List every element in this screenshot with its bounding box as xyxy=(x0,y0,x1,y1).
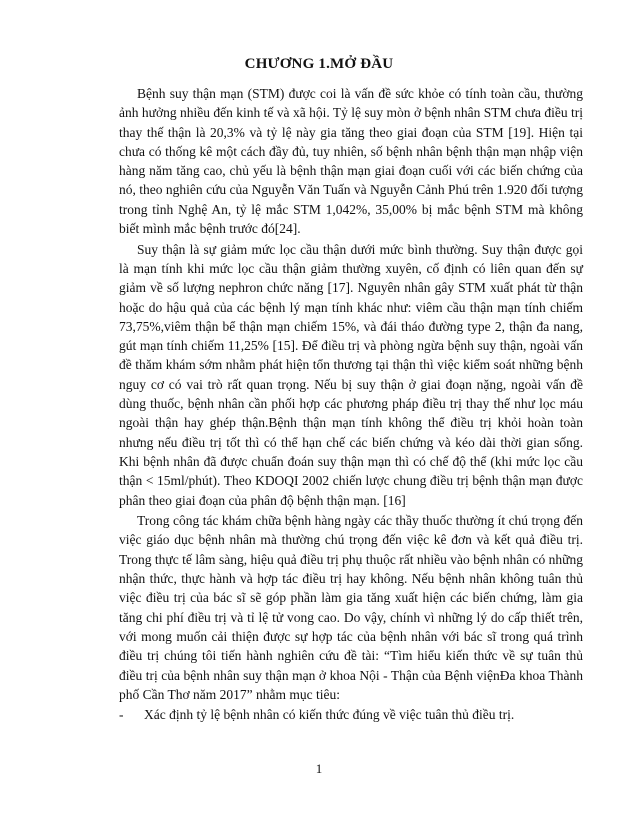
page-number: 1 xyxy=(315,761,323,776)
paragraph-2: Suy thận là sự giảm mức lọc cầu thận dưới mức bình thường. Suy thận được gọi là mạn tính khi mức lọc cầu thận giảm thường xuyên, cố định có liên quan đến sự giảm về số lượng nephron chức năng [17]. Nguyên nhân gây STM xuất phát từ thận hoặc do hậu quả của các bệnh lý mạn tính khác như: viêm cầu thận mạn tính chiếm 73,75%,viêm thận bể thận mạn chiếm 15%, và đái tháo đường type 2, thận đa nang, gút mạn tính chiếm 11,25% [15]. Để điều trị và phòng ngừa bệnh suy thận, ngoài vấn đề thăm khám sớm nhằm phát hiện tổn thương tại thận thì việc kiểm soát những bệnh nguy cơ có vai trò rất quan trọng. Nếu bị suy thận ở giai đoạn nặng, ngoài vấn đề dùng thuốc, bệnh nhân cần phối hợp các phương pháp điều trị thay thế như lọc máu ngoài thận hay ghép thận.Bệnh thận mạn tính không thể điều trị khỏi hoàn toàn nhưng nếu điều trị tốt thì có thể hạn chế các biến chứng và kéo dài thời gian sống. Khi bệnh nhân đã được chuẩn đoán suy thận mạn thì có chế độ thể (khi mức lọc cầu thận < 15ml/phút). Theo KDOQI 2002 chiến lược chung điều trị bệnh thận mạn được phân theo giai đoạn của phân độ bệnh thận mạn. [16] xyxy=(119,241,583,508)
objective-list-item xyxy=(119,705,583,724)
paragraph-3: Trong công tác khám chữa bệnh hàng ngày các thầy thuốc thường ít chú trọng đến việc giáo dục bệnh nhân mà thường chú trọng đến việc kê đơn và kết quả điều trị. Trong thực tế lâm sàng, hiệu quả điều trị phụ thuộc rất nhiều vào bệnh nhân có những nhận thức, thực hành và hợp tác điều trị hay không. Nếu bệnh nhân không tuân thủ việc điều trị của bác sĩ sẽ góp phần làm gia tăng xuất hiện các biến chứng, làm gia tăng chi phí điều trị và tỉ lệ tử vong cao. Do vậy, chính vì những lý do cấp thiết trên, với mong muốn cải thiện được sự hợp tác của bệnh nhân với bác sĩ trong quá trình điều trị chúng tôi tiến hành nghiên cứu đề tài: “Tìm hiểu kiến thức về sự tuân thủ điều trị của bệnh nhân suy thận mạn ở khoa Nội - Thận của Bệnh việnĐa khoa Thành phố Cần Thơ năm 2017” nhằm mục tiêu: xyxy=(119,513,583,702)
document-body xyxy=(119,84,583,725)
paragraph-1: Bệnh suy thận mạn (STM) được coi là vấn đề sức khỏe có tính toàn cầu, thường ảnh hưởng nhiều đến kinh tế và xã hội. Tỷ lệ suy mòn ở bệnh nhân STM chưa điều trị thay thế thận là 20,3% và tỷ lệ này gia tăng theo giai đoạn của STM [19]. Hiện tại chưa có thống kê một cách đầy đủ, tuy nhiên, số bệnh nhân bệnh thận mạn nhập viện hàng năm tăng cao, chủ yếu là bệnh thận mạn giai đoạn cuối với các biến chứng của nó, theo nghiên cứu của Nguyễn Văn Tuấn và Nguyễn Cảnh Phú trên 1.920 đối tượng trong tỉnh Nghệ An, tỷ lệ mắc STM 1,042%, 35,00% bị mắc bệnh STM mà không biết mình mắc bệnh trước đó[24]. xyxy=(119,86,583,237)
chapter-title: CHƯƠNG 1.MỞ ĐẦU xyxy=(244,56,394,72)
objective-text: Xác định tỷ lệ bệnh nhân có kiến thức đúng về việc tuân thủ điều trị. xyxy=(144,707,515,723)
bullet-dash: - xyxy=(119,707,124,723)
